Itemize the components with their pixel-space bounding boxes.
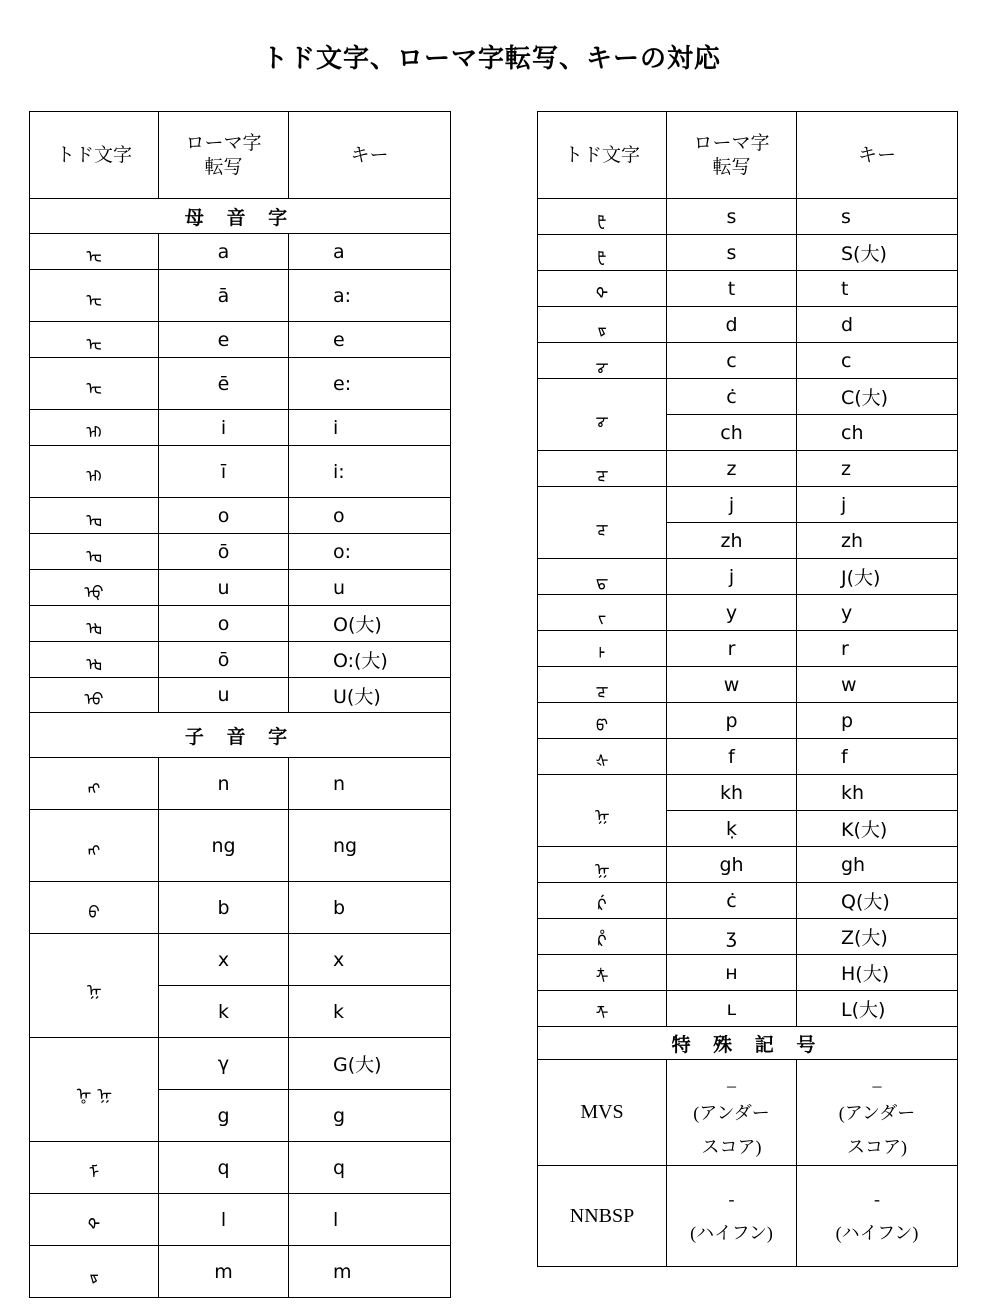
roman-cell: p <box>667 703 797 739</box>
script-glyph: ᠩ <box>30 810 159 882</box>
roman-cell: i <box>159 410 289 446</box>
script-glyph: ᡄ <box>30 270 159 322</box>
table-row <box>30 270 451 322</box>
key-cell: z <box>797 451 958 487</box>
symbol: _ <box>872 1068 882 1089</box>
symbol-note: (アンダー <box>693 1102 770 1123</box>
key-cell: g <box>289 1090 451 1142</box>
roman-cell: u <box>159 570 289 606</box>
script-glyph: ᡭ <box>538 919 667 955</box>
roman-cell: g <box>159 1090 289 1142</box>
roman-cell: s <box>667 199 797 235</box>
roman-cell: d <box>667 307 797 343</box>
header-row <box>538 112 958 199</box>
script-glyph: ᡏ <box>30 1142 159 1194</box>
roman-cell: c <box>667 343 797 379</box>
table-row <box>30 1246 451 1298</box>
script-glyph: ᡓ <box>538 667 667 703</box>
script-glyph: ᡋ <box>30 882 159 934</box>
special-key <box>797 1060 958 1166</box>
roman-cell: t <box>667 271 797 307</box>
key-cell: Q(大) <box>797 883 958 919</box>
key-cell: l <box>289 1194 451 1246</box>
roman-cell: zh <box>667 523 797 559</box>
roman-cell: ī <box>159 446 289 498</box>
roman-cell: j <box>667 559 797 595</box>
roman-cell: z <box>667 451 797 487</box>
table-row <box>538 487 958 523</box>
roman-cell: ċ <box>667 379 797 415</box>
key-cell: K(大) <box>797 811 958 847</box>
script-glyph: ᡒ <box>538 343 667 379</box>
key-cell: e <box>289 322 451 358</box>
key-cell: e: <box>289 358 451 410</box>
key-cell: O:(大) <box>289 642 451 678</box>
symbol: - <box>874 1189 880 1209</box>
script-glyph: ᡍ <box>538 847 667 883</box>
key-cell: w <box>797 667 958 703</box>
script-glyph: ᡈ <box>30 606 159 642</box>
key-cell: a: <box>289 270 451 322</box>
header-roman-line2: 転写 <box>204 156 243 178</box>
roman-cell: ō <box>159 642 289 678</box>
script-glyph: ᡦ <box>538 703 667 739</box>
table-row <box>538 703 958 739</box>
script-glyph: ᡆ <box>30 534 159 570</box>
script-glyph: ᡍ <box>538 775 667 847</box>
table-row <box>30 234 451 270</box>
key-cell: p <box>797 703 958 739</box>
script-glyph: ᡑ <box>538 307 667 343</box>
table-row <box>30 934 451 986</box>
script-glyph: ᡊ <box>30 758 159 810</box>
roman-cell: u <box>159 678 289 713</box>
table-row <box>538 955 958 991</box>
table-row <box>538 559 958 595</box>
symbol-note: スコア) <box>847 1136 907 1157</box>
roman-cell: γ <box>159 1038 289 1090</box>
table-row <box>30 322 451 358</box>
section-consonants: 子 音 字 <box>30 713 451 758</box>
script-glyph: ᡓ <box>538 487 667 559</box>
table-row <box>30 446 451 498</box>
script-glyph: ᡄ <box>30 234 159 270</box>
script-glyph: ᡮ <box>538 955 667 991</box>
script-glyph: ᡆ <box>30 498 159 534</box>
table-row <box>538 919 958 955</box>
header-roman-line1: ローマ字 <box>185 132 262 154</box>
table-row <box>538 343 958 379</box>
roman-cell: ā <box>159 270 289 322</box>
roman-cell: j <box>667 487 797 523</box>
left-table <box>29 111 451 1298</box>
table-row <box>30 642 451 678</box>
key-cell: k <box>289 986 451 1038</box>
table-row <box>538 307 958 343</box>
script-glyph: ᡉ <box>30 678 159 713</box>
table-row <box>538 235 958 271</box>
table-row <box>30 410 451 446</box>
key-cell: u <box>289 570 451 606</box>
roman-cell: kh <box>667 775 797 811</box>
roman-cell: ḳ <box>667 811 797 847</box>
key-cell: zh <box>797 523 958 559</box>
script-glyph: ᡧ <box>538 739 667 775</box>
key-cell: o: <box>289 534 451 570</box>
table-row <box>30 678 451 713</box>
roman-cell: r <box>667 631 797 667</box>
table-row <box>538 199 958 235</box>
script-glyph: ᡕ <box>538 595 667 631</box>
key-cell: ng <box>289 810 451 882</box>
key-cell: j <box>797 487 958 523</box>
key-cell: m <box>289 1246 451 1298</box>
script-glyph: ᡓ <box>538 451 667 487</box>
table-row <box>30 1038 451 1090</box>
roman-cell: o <box>159 606 289 642</box>
table-row <box>30 534 451 570</box>
key-cell: t <box>797 271 958 307</box>
roman-cell: m <box>159 1246 289 1298</box>
key-cell: U(大) <box>289 678 451 713</box>
header-script: トド文字 <box>30 112 159 199</box>
key-cell: q <box>289 1142 451 1194</box>
roman-cell: o <box>159 498 289 534</box>
table-row <box>538 883 958 919</box>
table-row <box>538 451 958 487</box>
key-cell: c <box>797 343 958 379</box>
special-roman <box>667 1166 797 1267</box>
roman-cell: ʜ <box>667 955 797 991</box>
key-cell: G(大) <box>289 1038 451 1090</box>
key-cell: s <box>797 199 958 235</box>
roman-cell: gh <box>667 847 797 883</box>
table-row <box>538 631 958 667</box>
symbol: _ <box>727 1068 736 1089</box>
key-cell: ch <box>797 415 958 451</box>
header-key: キー <box>289 112 451 199</box>
key-cell: n <box>289 758 451 810</box>
key-cell: b <box>289 882 451 934</box>
script-glyph: ᡄ <box>30 322 159 358</box>
script-glyph: ᡐ <box>30 1194 159 1246</box>
section-vowels: 母 音 字 <box>30 199 451 234</box>
script-glyph: ᡖ <box>538 559 667 595</box>
roman-cell: f <box>667 739 797 775</box>
header-roman <box>159 112 289 199</box>
table-row <box>30 882 451 934</box>
table-row <box>30 606 451 642</box>
roman-cell: q <box>159 1142 289 1194</box>
script-glyph: ᡅ <box>30 446 159 498</box>
roman-cell: ʟ <box>667 991 797 1027</box>
script-glyph: ᡈ <box>30 642 159 678</box>
script-glyph: ᡍ <box>30 934 159 1038</box>
key-cell: d <box>797 307 958 343</box>
symbol-note: (ハイフン) <box>835 1223 919 1243</box>
roman-cell: ō <box>159 534 289 570</box>
special-name: MVS <box>538 1060 667 1166</box>
header-script: トド文字 <box>538 112 667 199</box>
script-glyph: ᡄ <box>30 358 159 410</box>
header-row <box>30 112 451 199</box>
table-row <box>30 758 451 810</box>
roman-cell: e <box>159 322 289 358</box>
roman-cell: x <box>159 934 289 986</box>
script-glyph: ᡅ <box>30 410 159 446</box>
special-name: NNBSP <box>538 1166 667 1267</box>
table-row <box>30 1194 451 1246</box>
page-title: トド文字、ローマ字転写、キーの対応 <box>261 44 721 74</box>
table-row <box>538 991 958 1027</box>
key-cell: a <box>289 234 451 270</box>
key-cell: f <box>797 739 958 775</box>
symbol-note: スコア) <box>701 1136 762 1157</box>
roman-cell: ʒ <box>667 919 797 955</box>
key-cell: y <box>797 595 958 631</box>
roman-cell: l <box>159 1194 289 1246</box>
symbol-note: (アンダー <box>838 1102 916 1123</box>
script-glyph: ᡰ <box>538 631 667 667</box>
header-key: キー <box>797 112 958 199</box>
table-row <box>538 1166 958 1267</box>
script-glyph: ᡇ <box>30 570 159 606</box>
key-cell: kh <box>797 775 958 811</box>
key-cell: gh <box>797 847 958 883</box>
table-row <box>538 667 958 703</box>
section-special: 特 殊 記 号 <box>538 1027 958 1060</box>
key-cell: o <box>289 498 451 534</box>
key-cell: O(大) <box>289 606 451 642</box>
roman-cell: a <box>159 234 289 270</box>
script-glyph: ᡬ <box>538 883 667 919</box>
script-glyph: ᡎ ᡍ <box>30 1038 159 1142</box>
table-row <box>538 595 958 631</box>
script-glyph: ᡑ <box>30 1246 159 1298</box>
script-glyph: ᡛ <box>538 235 667 271</box>
key-cell: Z(大) <box>797 919 958 955</box>
table-row <box>30 358 451 410</box>
table-row <box>30 498 451 534</box>
key-cell: x <box>289 934 451 986</box>
table-row <box>30 570 451 606</box>
table-row <box>30 1142 451 1194</box>
roman-cell: b <box>159 882 289 934</box>
roman-cell: ch <box>667 415 797 451</box>
table-row <box>538 739 958 775</box>
key-cell: S(大) <box>797 235 958 271</box>
roman-cell: ē <box>159 358 289 410</box>
roman-cell: ċ <box>667 883 797 919</box>
table-row <box>538 379 958 415</box>
symbol-note: (ハイフン) <box>690 1223 773 1243</box>
key-cell: r <box>797 631 958 667</box>
special-key <box>797 1166 958 1267</box>
roman-cell: ng <box>159 810 289 882</box>
header-roman-line1: ローマ字 <box>693 132 770 154</box>
key-cell: H(大) <box>797 955 958 991</box>
table-row <box>538 271 958 307</box>
header-roman-line2: 転写 <box>712 156 751 178</box>
roman-cell: n <box>159 758 289 810</box>
symbol: - <box>728 1189 735 1209</box>
roman-cell: k <box>159 986 289 1038</box>
header-roman <box>667 112 797 199</box>
script-glyph: ᡐ <box>538 271 667 307</box>
key-cell: i: <box>289 446 451 498</box>
key-cell: L(大) <box>797 991 958 1027</box>
script-glyph: ᡒ <box>538 379 667 451</box>
right-table <box>537 111 958 1267</box>
roman-cell: w <box>667 667 797 703</box>
roman-cell: y <box>667 595 797 631</box>
table-row <box>538 847 958 883</box>
roman-cell: s <box>667 235 797 271</box>
table-row <box>538 1060 958 1166</box>
table-row <box>30 810 451 882</box>
table-row <box>538 775 958 811</box>
script-glyph: ᡛ <box>538 199 667 235</box>
script-glyph: ᡯ <box>538 991 667 1027</box>
key-cell: i <box>289 410 451 446</box>
special-roman <box>667 1060 797 1166</box>
key-cell: J(大) <box>797 559 958 595</box>
key-cell: C(大) <box>797 379 958 415</box>
